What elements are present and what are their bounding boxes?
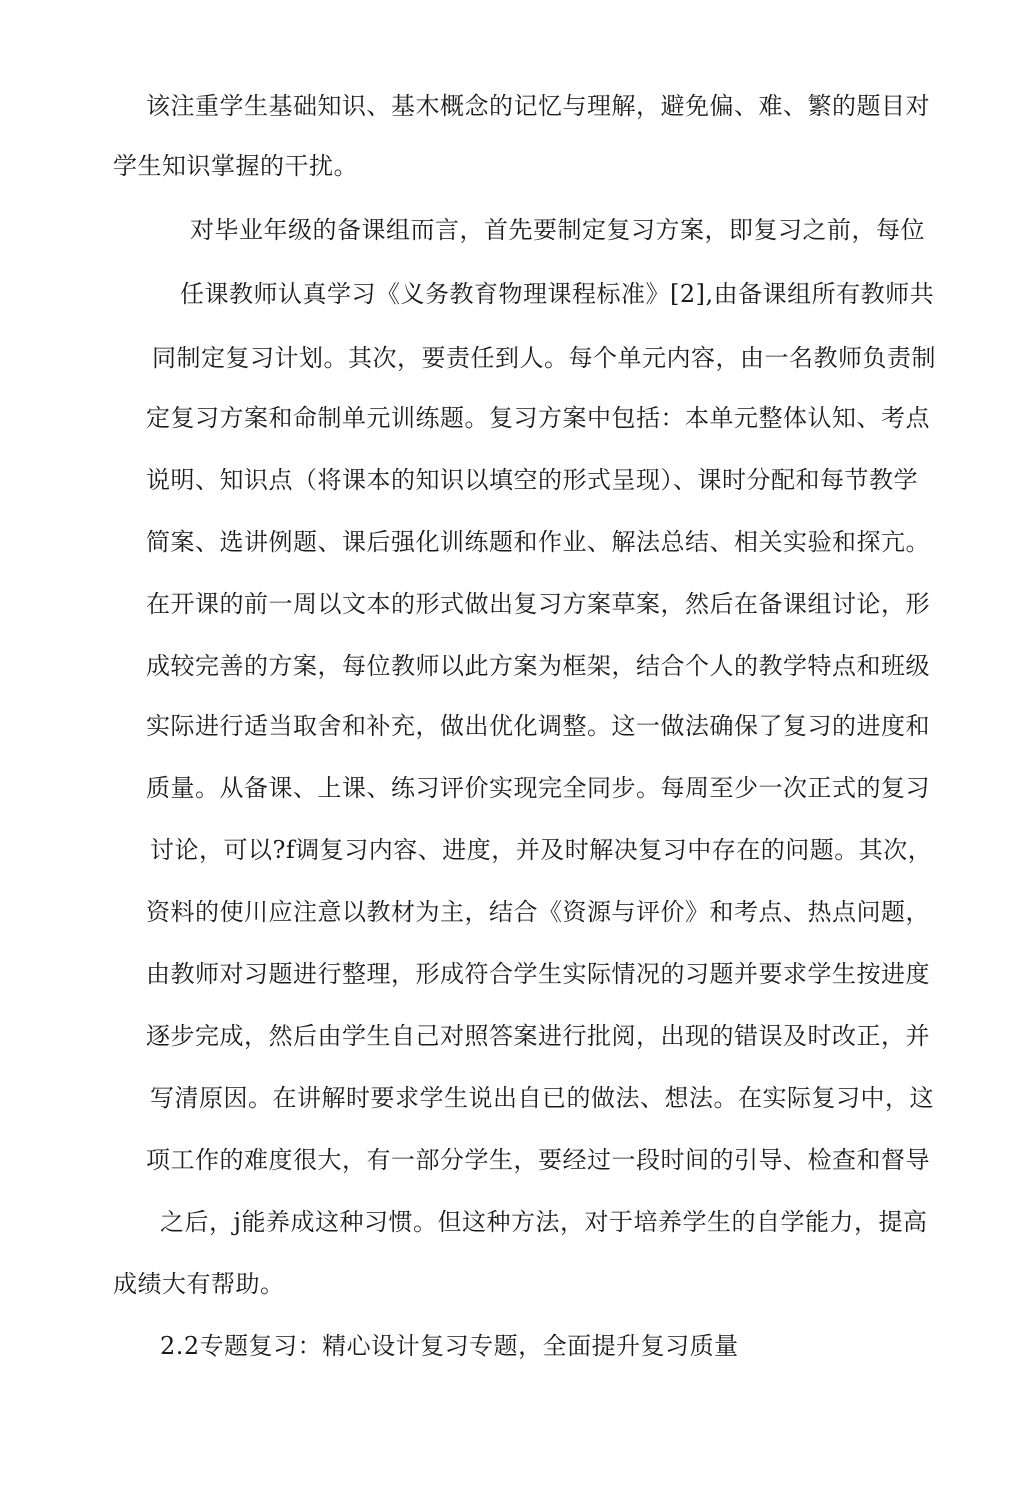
paragraph-2-line: 质量。从备课、上课、练习评价实现完全同步。每周至少一次正式的复习 [146, 774, 930, 802]
paragraph-2-line: 之后，j能养成这种习惯。但这种方法，对于培养学生的自学能力，提高 [160, 1208, 928, 1236]
paragraph-2-line: 逐步完成，然后由学生自己对照答案进行批阅，出现的错误及时改正，并 [146, 1022, 930, 1050]
paragraph-2-line: 任课教师认真学习《义务教育物理课程标准》[2],由备课组所有教师共 [180, 280, 935, 308]
section-heading: 2.2专题复习：精心设计复习专题，全面提升复习质量 [160, 1332, 739, 1360]
paragraph-2-line: 项工作的难度很大，有一部分学生，要经过一段时间的引导、检查和督导 [146, 1146, 930, 1174]
paragraph-2-line: 说明、知识点（将课本的知识以填空的形式呈现）、课时分配和每节教学 [146, 466, 918, 494]
paragraph-2-line: 同制定复习计划。其次，要责任到人。每个单元内容，由一名教师负责制 [152, 344, 936, 372]
paragraph-2-line: 定复习方案和命制单元训练题。复习方案中包括：本单元整体认知、考点 [146, 404, 930, 432]
paragraph-1-line-2: 学生知识掌握的干扰。 [113, 152, 358, 180]
paragraph-2-line: 实际进行适当取舍和补充，做出优化调整。这一做法确保了复习的进度和 [146, 712, 930, 740]
paragraph-1-line-1: 该注重学生基础知识、基木概念的记忆与理解，避免偏、难、繁的题目对 [146, 92, 930, 120]
paragraph-2-line: 由教师对习题进行整理，形成符合学生实际情况的习题并要求学生按进度 [146, 960, 930, 988]
paragraph-2-line: 写清原因。在讲解时要求学生说出自已的做法、想法。在实际复习中，这 [150, 1084, 934, 1112]
paragraph-2-line: 对毕业年级的备课组而言，首先要制定复习方案，即复习之前，每位 [190, 216, 925, 244]
paragraph-2-line: 资料的使川应注意以教材为主，结合《资源与评价》和考点、热点问题， [146, 898, 930, 926]
paragraph-2-line: 成绩大有帮助。 [113, 1270, 285, 1298]
paragraph-2-line: 讨论，可以?f调复习内容、进度，并及时解决复习中存在的问题。其次， [150, 836, 933, 864]
paragraph-2-line: 成较完善的方案，每位教师以此方案为框架，结合个人的教学特点和班级 [146, 652, 930, 680]
paragraph-2-line: 简案、选讲例题、课后强化训练题和作业、解法总结、相关实验和探亢。 [146, 528, 930, 556]
paragraph-2-line: 在开课的前一周以文本的形式做出复习方案草案，然后在备课组讨论，形 [146, 590, 930, 618]
